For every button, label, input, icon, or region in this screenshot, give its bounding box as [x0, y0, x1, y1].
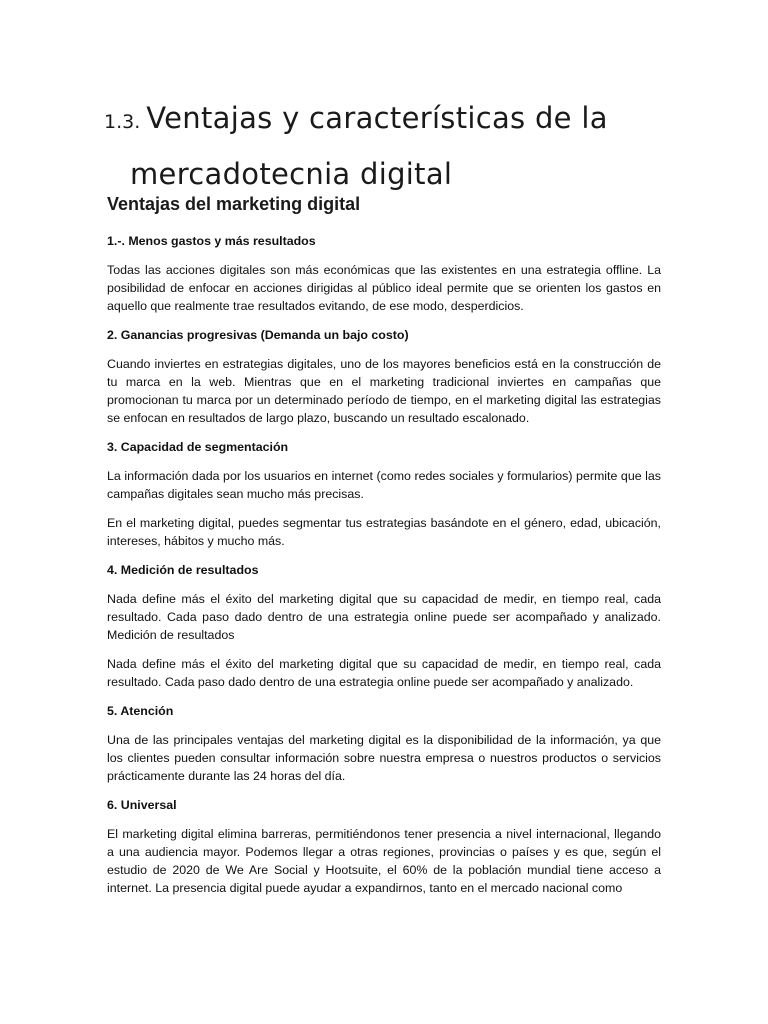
paragraph: Nada define más el éxito del marketing digital que su capacidad de medir, en tiempo real, cada resultado. Cada paso dado dentro de una estrategia online puede ser acompañado y analizado. [107, 657, 661, 689]
heading-atencion: 5. Atención [107, 704, 174, 718]
paragraph: En el marketing digital, puedes segmentar tus estrategias basándote en el género, edad, ubicación, intereses, hábitos y mucho más. [107, 516, 661, 548]
paragraph: El marketing digital elimina barreras, permitiéndonos tener presencia a nivel internacional, llegando a una audiencia mayor. Podemos llegar a otras regiones, provincias o países y es que, según el estudio de 2020 de We Are Social y Hootsuite, el 60% de la población mundial tiene acceso a internet. La presencia digital puede ayudar a expandirnos, tanto en el mercado nacional como [107, 827, 661, 895]
document-title [104, 92, 704, 200]
heading-menos-gastos: 1.-. Menos gastos y más resultados [107, 234, 316, 248]
paragraph: Todas las acciones digitales son más económicas que las existentes en una estrategia offline. La posibilidad de enfocar en acciones dirigidas al público ideal permite que se orienten los gastos en aquello que realmente trae resultados evitando, de ese modo, desperdicios. [107, 263, 661, 313]
section-subtitle: Ventajas del marketing digital [107, 194, 361, 214]
title-number: 1.3. [104, 111, 141, 133]
paragraph: Cuando inviertes en estrategias digitales, uno de los mayores beneficios está en la construcción de tu marca en la web. Mientras que en el marketing tradicional inviertes en campañas que promocionan tu marca por un determinado período de tiempo, en el marketing digital las estrategias se enfocan en resultados de largo plazo, buscando un resultado escalonado. [107, 357, 661, 425]
document-body [107, 232, 661, 908]
heading-ganancias-progresivas: 2. Ganancias progresivas (Demanda un bajo costo) [107, 328, 409, 342]
title-line-2: mercadotecnia digital [130, 157, 453, 191]
heading-universal: 6. Universal [107, 798, 177, 812]
paragraph: Una de las principales ventajas del marketing digital es la disponibilidad de la información, ya que los clientes pueden consultar información sobre nuestra empresa o nuestros productos o servicios prácticamente durante las 24 horas del día. [107, 733, 661, 783]
title-line-1: Ventajas y características de la [146, 101, 608, 135]
paragraph: La información dada por los usuarios en internet (como redes sociales y formularios) permite que las campañas digitales sean mucho más precisas. [107, 469, 661, 501]
heading-segmentacion: 3. Capacidad de segmentación [107, 440, 289, 454]
paragraph: Nada define más el éxito del marketing digital que su capacidad de medir, en tiempo real, cada resultado. Cada paso dado dentro de una estrategia online puede ser acompañado y analizado. Medición de resultados [107, 592, 661, 642]
heading-medicion: 4. Medición de resultados [107, 563, 259, 577]
